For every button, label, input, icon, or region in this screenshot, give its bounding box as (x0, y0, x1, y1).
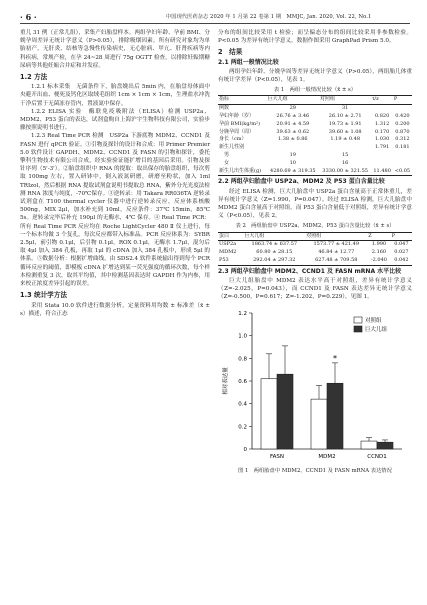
table2-cell: MDM2 (219, 249, 237, 256)
table1-row (218, 121, 412, 129)
section-heading-results: 2 结果 (218, 48, 243, 57)
figure1-caption: 图 1 两组胎盘中 MDM2、CCND1 及 FASN mRNA 表达情况 (238, 467, 392, 474)
table1-cell: 39.63 ± 0.62 (276, 128, 310, 135)
section-heading-methods: 1.2 方法 (20, 73, 48, 82)
table1-cell: 11.480 (371, 168, 392, 176)
y-tick-label: 0.6 (238, 378, 247, 385)
table1-cell: 19 (289, 152, 296, 158)
table2-cell: 1.990 (371, 241, 387, 248)
table1-cell: 20.91 ± 4.59 (276, 120, 310, 127)
table2-cell: 2.160 (371, 249, 387, 256)
table2-cell: 1573.77 ± 421.49 (313, 241, 360, 248)
y-tick-label: 1.0 (238, 333, 247, 340)
table2-cell: USP2a (219, 241, 237, 248)
table1-cell: 身长（cm） (219, 136, 247, 143)
legend-label: 对照组 (365, 317, 382, 324)
table1-cell: 孕前 BMI(kg/m²) (219, 120, 260, 127)
table1-cell: 26.10 ± 2.71 (328, 113, 362, 120)
significance-marker: * (333, 353, 337, 363)
header-rule (20, 23, 410, 24)
table2-caption: 表 2 两组胎盘中 USP2a、MDM2、P53 蛋白含量比较（x̄ ± s） (235, 223, 395, 230)
table1-cell (371, 160, 392, 168)
table2-cell: 1863.74 ± 637.57 (251, 241, 298, 248)
table1-row (218, 144, 412, 152)
table2-cell: 292.04 ± 297.32 (243, 257, 305, 265)
bar-MDM2-0 (311, 399, 327, 449)
table1-cell: 0.870 (395, 128, 410, 135)
paragraph-sample-collection: 1.2.1 标本采集 无菌条件下，胎盘娩出后 5min 内，在胎盘母体面中央避开出血、梗死及钙化区取绒毛组织 1cm × 1cm × 1cm，生理盐水冲洗干净后置于无菌冻存管内，置液氮中保存。 (20, 84, 210, 107)
chart-svg (218, 305, 412, 465)
table1-cell: 女 (219, 159, 230, 166)
table1-cell (393, 105, 412, 113)
table1-header-cell: 指标 (218, 96, 267, 105)
table1-cell: 19.73 ± 1.91 (328, 120, 362, 127)
x-tick-label: CCND1 (367, 453, 387, 460)
paragraph-elisa: 1.2.2 ELISA 实验 酶联免疫吸附法（ELISA）检测 USP2a、MDM2、P53 蛋白的表达，试剂盒购自上海沪宇生物科技有限公司，实验步骤按照说明书进行。 (20, 108, 210, 132)
table2-cell: 627.48 ± 709.58 (305, 257, 367, 265)
table1-cell (393, 152, 412, 160)
table1-cell: 10 (289, 159, 296, 166)
table1-cell: <0.05 (393, 168, 412, 176)
x-tick-label: MDM2 (318, 453, 336, 460)
table2-header-cell: 蛋白 (218, 232, 243, 241)
journal-info: 中国现代医药杂志 2020 年 1 月第 22 卷第 1 期 MMJC, Jan. 2020, Vol. 22, No.1 (166, 14, 372, 20)
paragraph-subjects: 重儿 31 例（正常儿组），采集产妇胎盘样本。两组孕妇年龄、孕前 BMI、分娩孕周差异无统计学意义（P>0.05），排除吸烟因素。所有研究对象均为单胎初产，无肝炎、结核等急慢性传染病史，无心脏病、甲亢、肝肾疾病等内科疾病，常规产检，在孕 24~28 周进行 75g OGTT 检查，以排除妊娠期糖尿病等其他妊娠合并症和并发症。 (20, 30, 210, 69)
bar-MDM2-1 (327, 383, 343, 449)
table1-row (218, 168, 412, 176)
table1-cell: 26.76 ± 3.46 (276, 113, 310, 120)
table1-cell: 男 (219, 152, 230, 158)
table1-cell: 0.181 (395, 144, 410, 151)
table1-cell: 29 (289, 105, 296, 112)
table2-cell: P53 (218, 257, 243, 265)
table2-header-cell: Z (367, 232, 390, 241)
table1-caption: 表 1 两组一般情况比较（x̄ ± s） (273, 87, 357, 94)
table2-header-cell: P (391, 232, 412, 241)
bar-FASN-1 (277, 374, 293, 449)
table1-cell: 0.820 (374, 113, 390, 120)
table1-cell: 1.19 ± 0.48 (330, 136, 361, 143)
table1-row (218, 152, 412, 160)
table1-cell (267, 144, 319, 152)
table1-cell: 新生儿性别 (219, 144, 245, 151)
y-tick-label: 0.2 (238, 423, 247, 430)
table1-row (218, 129, 412, 137)
table2-row (218, 249, 412, 257)
x-tick-label: FASN (269, 453, 285, 460)
bar-FASN-0 (261, 378, 277, 448)
table1-row (218, 160, 412, 168)
table2-cell: 0.027 (394, 249, 409, 256)
table1-cell: 3330.00 ± 321.55 (319, 168, 371, 176)
paragraph-protein: 经过 ELISA 检测，巨大儿胎盘中 USP2a 蛋白含量高于正常体重儿，差异有统计学意义（Z=1.990，P=0.047）。经过 ELISA 检测，巨大儿胎盘中 MDM2 蛋白含量高于对照组，而 P53 蛋白含量低于对照组，差异有统计学意义（P<0.05），见表 2。 (218, 188, 412, 220)
table1-cell: 39.60 ± 1.08 (328, 128, 362, 135)
subsection-heading-protein: 2.2 两组孕妇胎盘中 USP2a、MDM2 及 P53 蛋白含量比较 (218, 178, 385, 186)
table2-header-cell: 巨大儿组 (243, 232, 305, 241)
y-axis-label: 相对表达量 (223, 366, 229, 395)
table2-header-cell: 对照组 (305, 232, 367, 241)
left-column (20, 29, 210, 318)
table1-row (218, 136, 412, 144)
table1-header-cell: P (393, 96, 412, 105)
legend-label: 巨大儿组 (365, 326, 388, 333)
y-tick-label: 0.4 (238, 401, 247, 408)
table1-cell: 孕妇年龄（岁） (219, 113, 255, 120)
table1-cell: 分娩孕周（周） (219, 128, 255, 135)
table1-cell: 1.791 (374, 144, 390, 151)
table1-cell: 1.38 ± 0.86 (277, 136, 308, 143)
table1-cell: 31 (342, 105, 349, 112)
table1-cell: 例数 (219, 105, 230, 112)
table1-cell: 16 (342, 159, 349, 166)
table1-row (218, 105, 412, 113)
mrna-bar-chart (218, 305, 412, 465)
y-tick-label: 0.8 (238, 355, 247, 362)
table2 (218, 232, 412, 266)
table2-cell: 60.80 ± 28.15 (256, 249, 293, 256)
y-tick-label: 1.2 (238, 310, 247, 317)
bar-CCND1-1 (377, 442, 393, 449)
table1-cell (371, 105, 392, 113)
table1-row (218, 113, 412, 121)
subsection-heading-general: 2.1 两组一般情况比较 (218, 58, 279, 66)
table1-header-cell: 巨大儿组 (267, 96, 319, 105)
page-number: · 6 · (20, 12, 37, 22)
table1-cell: 0.420 (395, 113, 410, 120)
table1-cell: 新生儿出生体重(g) (218, 168, 267, 176)
table2-cell: 0.047 (394, 241, 409, 248)
table1-cell (393, 160, 412, 168)
right-column (218, 29, 412, 475)
y-tick-label: 0 (243, 446, 247, 453)
table1-cell: 15 (342, 152, 349, 158)
table1-cell (371, 152, 392, 160)
table2-cell: 46.84 ± 12.77 (318, 249, 355, 256)
table1-header-cell: 对照组 (319, 96, 371, 105)
paragraph-statistics: 采用 Stata 10.0 软件进行数据分析，定量资料用均数 ± 标准差（x̄ ± s）描述，符合正态 (20, 302, 210, 317)
table1-cell: 1.030 (374, 136, 390, 143)
paragraph-statistics-cont: 分布的组间比较采用 t 检验；而呈偏态分布的组间比较采用非参数检验。P<0.05 为差异有统计学意义。数据作图采用 GraphPad Prism 5.0。 (218, 30, 412, 45)
legend-swatch (354, 326, 362, 332)
table1-cell: 1.312 (374, 120, 390, 127)
legend-swatch (354, 317, 362, 323)
section-heading-statistics: 1.3 统计学方法 (20, 291, 67, 300)
table1-cell: 0.170 (374, 128, 390, 135)
paragraph-pcr: 1.2.3 Real Time PCR 检测 USP2a 下游底物 MDM2、CCND1 及 FASN 进行 qPCR 验证。①引物及探针的设计和合成：用 Primer Premier 5.0 软件设计 GAPDH、MDM2、CCND1 及 FASN 的引物和探针，委托擎科生物技术有限公司合成，经实验验证能扩增目的基因后采用。引物及探针序列（5'-3'）。②胎盘组织中 RNA 的提取：取出保存的胎盘组织，每次剪取 100mg 左右，置入研钵中，倒入液氮研磨，研磨至粉状，加入 1ml TRIzol，然后根据 RNA 提取试剂盒说明书提取总 RNA，紫外分光光度法检测 RNA 浓度与纯度，-70℃保存。③逆转录：用 Takara RR036TA 逆转录试剂盒在 T100 thermal cycler 仪器中进行逆转录反应，反应体系核酸 500ng，MIX 2μl，加水补充到 10ml，反应条件：37℃ 15min，85℃ 5s。逆转录完毕后补充 190μl 的无酶水，4℃ 保存。④ Real Time PCR：所有 Real Time PCR 反应均在 Roche LightCycler 480 Ⅱ 仪上进行，每一个标本均做 3 个复孔，每次反应都带入标准品。PCR 反应体系为：SYBR 2.5μl，前引物 0.1μl，后引物 0.1μl，ROX 0.1μl，无酶水 1.7μl，混匀后取 4μl 加入 384 孔板，再取 1μl 的 cDNA 加入 384 孔板中，形成 5μl 的体系。⑤数据分析：根据扩增曲线，由 SDS2.4 软件系统输出得到每个 PCR 循环反应的阈值，即模板 cDNA 扩增达到某一荧光强度的循环次数，每个样本检测重复 3 次，取其平均值，其中检测基因表达时 GAPDH 作为内参，用来校正浓度差异引起的误差。 (20, 133, 210, 288)
table2-row (218, 257, 412, 265)
paragraph-mrna: 巨大儿组胎盘中 MDM2 表达水平高于对照组，差异有统计学意义（Z=-2.025，P=0.043），而 CCND1 及 FASN 表达差异无统计学意义（Z=-0.500，P=0.617；Z=-1.202，P=0.229），见图 1。 (218, 278, 412, 301)
table1-cell (319, 144, 371, 152)
bar-CCND1-0 (361, 441, 377, 449)
table2-cell: -2.040 (367, 257, 390, 265)
paragraph-general: 两组孕妇年龄、分娩孕周等差异无统计学意义（P>0.05），两组胎儿体重有统计学差异（P<0.05），见表 1。 (218, 68, 412, 84)
table1-cell: 0.200 (395, 120, 410, 127)
table2-cell: 0.042 (391, 257, 412, 265)
subsection-heading-mrna: 2.3 两组孕妇胎盘中 MDM2、CCND1 及 FASN mRNA 水平比较 (218, 267, 402, 275)
table1-cell: 0.312 (395, 136, 410, 143)
table1 (218, 95, 412, 176)
table1-header-cell: t/z (371, 96, 392, 105)
table2-row (218, 241, 412, 249)
table1-cell: 4280.69 ± 319.35 (267, 168, 319, 176)
